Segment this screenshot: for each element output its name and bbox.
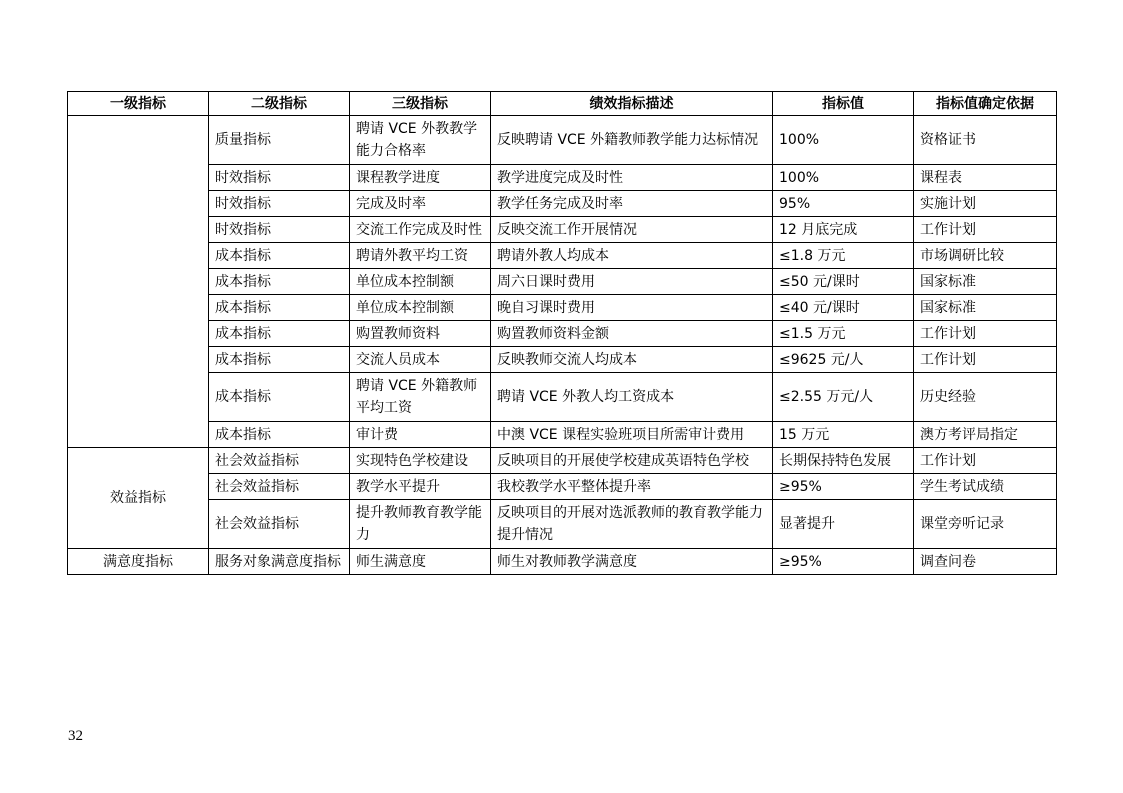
level3-cell: 聘请 VCE 外教教学能力合格率 [350, 116, 491, 165]
value-cell: 显著提升 [773, 500, 914, 549]
description-cell: 反映聘请 VCE 外籍教师教学能力达标情况 [491, 116, 773, 165]
table-row [68, 474, 1057, 500]
value-cell: 长期保持特色发展 [773, 448, 914, 474]
basis-cell: 课堂旁听记录 [914, 500, 1057, 549]
value-cell: 100% [773, 116, 914, 165]
page-number: 32 [68, 728, 83, 744]
level1-satisfaction-cell: 满意度指标 [68, 549, 209, 575]
level3-cell: 聘请 VCE 外籍教师平均工资 [350, 373, 491, 422]
level2-cell: 成本指标 [209, 243, 350, 269]
basis-cell: 工作计划 [914, 321, 1057, 347]
basis-cell: 资格证书 [914, 116, 1057, 165]
table-row [68, 549, 1057, 575]
header-level2: 二级指标 [209, 92, 350, 116]
description-cell: 反映教师交流人均成本 [491, 347, 773, 373]
value-cell: ≥95% [773, 549, 914, 575]
basis-cell: 调查问卷 [914, 549, 1057, 575]
level3-cell: 购置教师资料 [350, 321, 491, 347]
value-cell: ≤2.55 万元/人 [773, 373, 914, 422]
table-row [68, 191, 1057, 217]
table-row [68, 500, 1057, 549]
table-header-row [68, 92, 1057, 116]
header-level3: 三级指标 [350, 92, 491, 116]
basis-cell: 市场调研比较 [914, 243, 1057, 269]
value-cell: 100% [773, 165, 914, 191]
level2-cell: 社会效益指标 [209, 474, 350, 500]
table-row [68, 295, 1057, 321]
level3-cell: 课程教学进度 [350, 165, 491, 191]
level2-cell: 服务对象满意度指标 [209, 549, 350, 575]
basis-cell: 工作计划 [914, 217, 1057, 243]
level3-cell: 提升教师教育教学能力 [350, 500, 491, 549]
basis-cell: 实施计划 [914, 191, 1057, 217]
table-row [68, 422, 1057, 448]
description-cell: 师生对教师教学满意度 [491, 549, 773, 575]
basis-cell: 国家标准 [914, 269, 1057, 295]
basis-cell: 国家标准 [914, 295, 1057, 321]
table-row [68, 165, 1057, 191]
level3-cell: 交流工作完成及时性 [350, 217, 491, 243]
table-row [68, 448, 1057, 474]
description-cell: 教学任务完成及时率 [491, 191, 773, 217]
description-cell: 周六日课时费用 [491, 269, 773, 295]
level2-cell: 成本指标 [209, 373, 350, 422]
value-cell: ≤50 元/课时 [773, 269, 914, 295]
value-cell: ≤9625 元/人 [773, 347, 914, 373]
level2-cell: 成本指标 [209, 321, 350, 347]
level3-cell: 审计费 [350, 422, 491, 448]
level3-cell: 教学水平提升 [350, 474, 491, 500]
level3-cell: 实现特色学校建设 [350, 448, 491, 474]
basis-cell: 学生考试成绩 [914, 474, 1057, 500]
level3-cell: 交流人员成本 [350, 347, 491, 373]
description-cell: 我校教学水平整体提升率 [491, 474, 773, 500]
basis-cell: 课程表 [914, 165, 1057, 191]
level2-cell: 时效指标 [209, 191, 350, 217]
level2-cell: 时效指标 [209, 165, 350, 191]
value-cell: 15 万元 [773, 422, 914, 448]
table-row [68, 217, 1057, 243]
header-level1: 一级指标 [68, 92, 209, 116]
value-cell: 12 月底完成 [773, 217, 914, 243]
performance-indicator-table [67, 91, 1057, 575]
description-cell: 购置教师资料金额 [491, 321, 773, 347]
level2-cell: 质量指标 [209, 116, 350, 165]
level3-cell: 完成及时率 [350, 191, 491, 217]
value-cell: ≤1.5 万元 [773, 321, 914, 347]
basis-cell: 历史经验 [914, 373, 1057, 422]
level2-cell: 成本指标 [209, 422, 350, 448]
basis-cell: 澳方考评局指定 [914, 422, 1057, 448]
table-row [68, 116, 1057, 165]
description-cell: 晚自习课时费用 [491, 295, 773, 321]
table-row [68, 347, 1057, 373]
description-cell: 教学进度完成及时性 [491, 165, 773, 191]
level2-cell: 社会效益指标 [209, 448, 350, 474]
value-cell: ≤1.8 万元 [773, 243, 914, 269]
description-cell: 反映交流工作开展情况 [491, 217, 773, 243]
level2-cell: 社会效益指标 [209, 500, 350, 549]
level2-cell: 成本指标 [209, 347, 350, 373]
description-cell: 聘请外教人均成本 [491, 243, 773, 269]
level2-cell: 时效指标 [209, 217, 350, 243]
level3-cell: 单位成本控制额 [350, 269, 491, 295]
description-cell: 反映项目的开展使学校建成英语特色学校 [491, 448, 773, 474]
description-cell: 中澳 VCE 课程实验班项目所需审计费用 [491, 422, 773, 448]
basis-cell: 工作计划 [914, 347, 1057, 373]
description-cell: 反映项目的开展对选派教师的教育教学能力提升情况 [491, 500, 773, 549]
level1-output-cell [68, 116, 209, 448]
level1-benefit-cell: 效益指标 [68, 448, 209, 549]
level3-cell: 单位成本控制额 [350, 295, 491, 321]
level2-cell: 成本指标 [209, 295, 350, 321]
value-cell: ≥95% [773, 474, 914, 500]
level2-cell: 成本指标 [209, 269, 350, 295]
header-value: 指标值 [773, 92, 914, 116]
value-cell: ≤40 元/课时 [773, 295, 914, 321]
description-cell: 聘请 VCE 外教人均工资成本 [491, 373, 773, 422]
header-basis: 指标值确定依据 [914, 92, 1057, 116]
value-cell: 95% [773, 191, 914, 217]
table-row [68, 243, 1057, 269]
table-row [68, 373, 1057, 422]
basis-cell: 工作计划 [914, 448, 1057, 474]
level3-cell: 聘请外教平均工资 [350, 243, 491, 269]
table-row [68, 321, 1057, 347]
table-row [68, 269, 1057, 295]
header-description: 绩效指标描述 [491, 92, 773, 116]
level3-cell: 师生满意度 [350, 549, 491, 575]
